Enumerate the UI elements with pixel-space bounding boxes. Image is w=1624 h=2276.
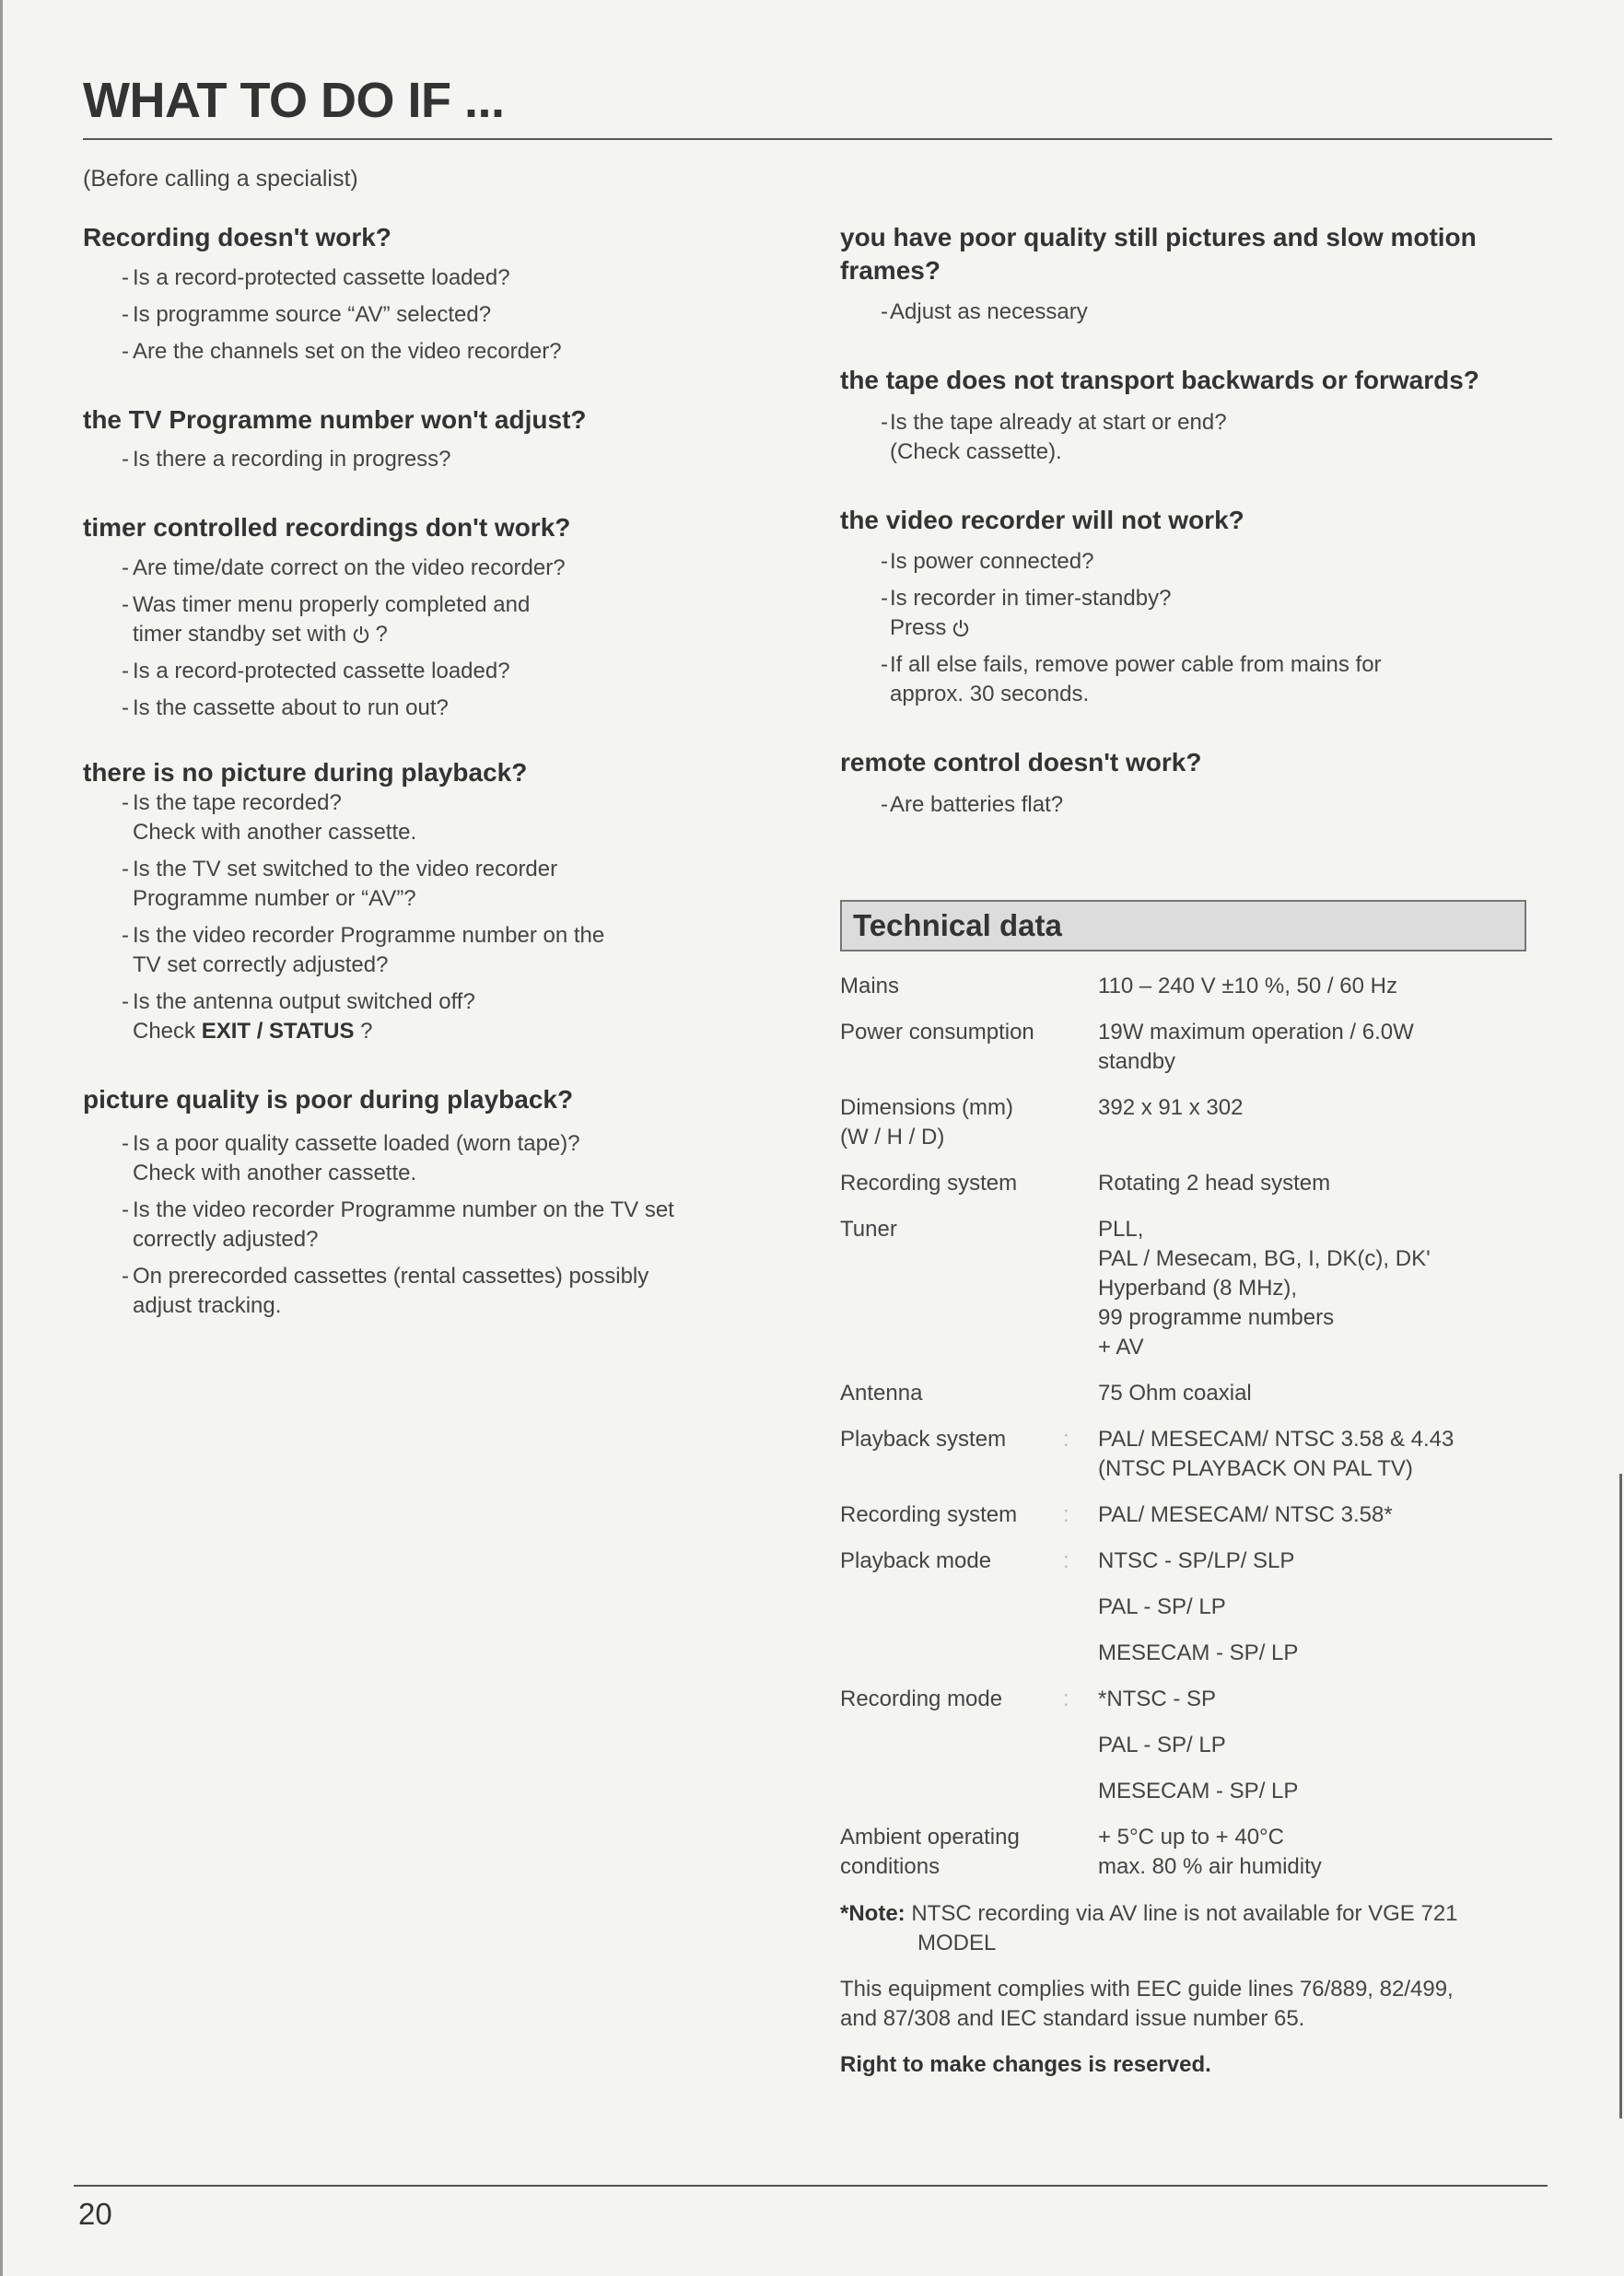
list-item: - Are batteries flat? (881, 791, 1064, 817)
list-item: - Was timer menu properly completed and timer standby set with ? (122, 591, 531, 647)
list-item: - Are time/date correct on the video recorder? (122, 554, 566, 580)
section-heading: the TV Programme number won't adjust? (83, 404, 587, 434)
section-remote-control (840, 746, 1531, 820)
ntsc-note: *Note: NTSC recording via AV line is not available for VGE 721 MODEL (840, 1901, 1458, 1955)
spec-row-antenna: Antenna 75 Ohm coaxial (840, 1381, 1252, 1406)
section-poor-quality (83, 1083, 783, 1321)
list-item: - Is there a recording in progress? (122, 447, 451, 473)
spec-row-ambient: Ambient operating conditions + 5°C up to + 40°C max. 80 % air humidity (840, 1825, 1322, 1879)
left-column (83, 221, 783, 1321)
spec-row-playback-mode: Playback mode : NTSC - SP/LP/ SLP PAL - SP/ LP MESECAM - SP/ LP (840, 1548, 1299, 1665)
section-recorder-not-work (840, 504, 1531, 710)
technical-data-header (840, 900, 1526, 951)
technical-data-table (840, 972, 1540, 1882)
reserved-note: Right to make changes is reserved. (840, 2052, 1211, 2077)
section-heading: picture quality is poor during playback? (83, 1085, 574, 1115)
spec-row-mains: Mains 110 – 240 V ±10 %, 50 / 60 Hz (840, 974, 1397, 998)
section-still-pictures (840, 221, 1531, 327)
section-heading: the video recorder will not work? (840, 505, 1244, 534)
list-item: - Is the tape recorded? Check with another cassette. (122, 790, 417, 846)
list-item: - Is the video recorder Programme number on the TV set correctly adjusted? (122, 923, 605, 978)
list-item: - Is programme source “AV” selected? (122, 301, 492, 327)
section-heading: remote control doesn't work? (840, 748, 1202, 777)
spec-row-tuner: Tuner PLL, PAL / Mesecam, BG, I, DK(c), DK' Hyperband (8 MHz), 99 programme numbers + AV (840, 1217, 1431, 1360)
spec-row-recording-mode: Recording mode : *NTSC - SP PAL - SP/ LP MESECAM - SP/ LP (840, 1687, 1299, 1803)
section-no-picture (83, 756, 783, 1047)
list-item: - Are the channels set on the video recorder? (122, 338, 562, 364)
page-edge-shadow-right (1619, 1474, 1622, 2118)
list-item: - Is the video recorder Programme number on the TV set correctly adjusted? (122, 1196, 674, 1252)
section-heading: Recording doesn't work? (83, 223, 391, 251)
list-item: - Is the antenna output switched off? Check EXIT / STATUS ? (122, 989, 475, 1045)
technical-data-title: Technical data (853, 908, 1062, 942)
section-heading: the tape does not transport backwards or forwards? (840, 366, 1479, 395)
list-item: - On prerecorded cassettes (rental cassettes) possibly adjust tracking. (122, 1263, 649, 1318)
spec-row-dimensions: Dimensions (mm) (W / H / D) 392 x 91 x 302 (840, 1095, 1244, 1150)
spec-row-power: Power consumption 19W maximum operation / 6.0W standby (840, 1020, 1414, 1074)
list-item: - Is a poor quality cassette loaded (worn tape)? Check with another cassette. (122, 1130, 580, 1185)
right-column (840, 221, 1531, 820)
compliance-note: This equipment complies with EEC guide lines 76/889, 82/499, and 87/308 and IEC standard issue number 65. (840, 1977, 1454, 2031)
list-item: - Is the tape already at start or end? (Check cassette). (881, 409, 1227, 464)
list-item: - Is a record-protected cassette loaded? (122, 658, 510, 683)
title-divider (83, 138, 1552, 140)
section-heading: there is no picture during playback? (83, 757, 528, 787)
power-icon (353, 625, 369, 644)
list-item: - Is the TV set switched to the video recorder Programme number or “AV”? (122, 857, 558, 912)
list-item: - Is the cassette about to run out? (122, 694, 449, 720)
list-item: - Is recorder in timer-standby? Press (881, 586, 1172, 641)
power-icon (952, 619, 969, 637)
page-edge-shadow (0, 0, 3, 2276)
list-item: - Is power connected? (881, 549, 1094, 575)
section-timer (83, 511, 783, 723)
section-heading: you have poor quality still pictures and slow motion frames? (840, 223, 1477, 285)
page-title: WHAT TO DO IF ... (83, 73, 505, 128)
list-item: - Adjust as necessary (881, 299, 1088, 325)
list-item: - If all else fails, remove power cable from mains for approx. 30 seconds. (881, 652, 1382, 707)
page-subtitle: (Before calling a specialist) (83, 166, 358, 192)
list-item: - Is a record-protected cassette loaded? (122, 264, 510, 290)
footer-divider (74, 2185, 1548, 2187)
section-tv-programme (83, 403, 783, 475)
spec-row-recording-system-2: Recording system : PAL/ MESECAM/ NTSC 3.58* (840, 1502, 1393, 1527)
spec-row-recording-system: Recording system Rotating 2 head system (840, 1171, 1331, 1196)
page-number: 20 (78, 2197, 112, 2231)
spec-row-playback-system: Playback system : PAL/ MESECAM/ NTSC 3.58 & 4.43 (NTSC PLAYBACK ON PAL TV) (840, 1427, 1455, 1481)
section-recording (83, 221, 783, 367)
section-tape-transport (840, 364, 1531, 467)
section-heading: timer controlled recordings don't work? (83, 513, 571, 543)
